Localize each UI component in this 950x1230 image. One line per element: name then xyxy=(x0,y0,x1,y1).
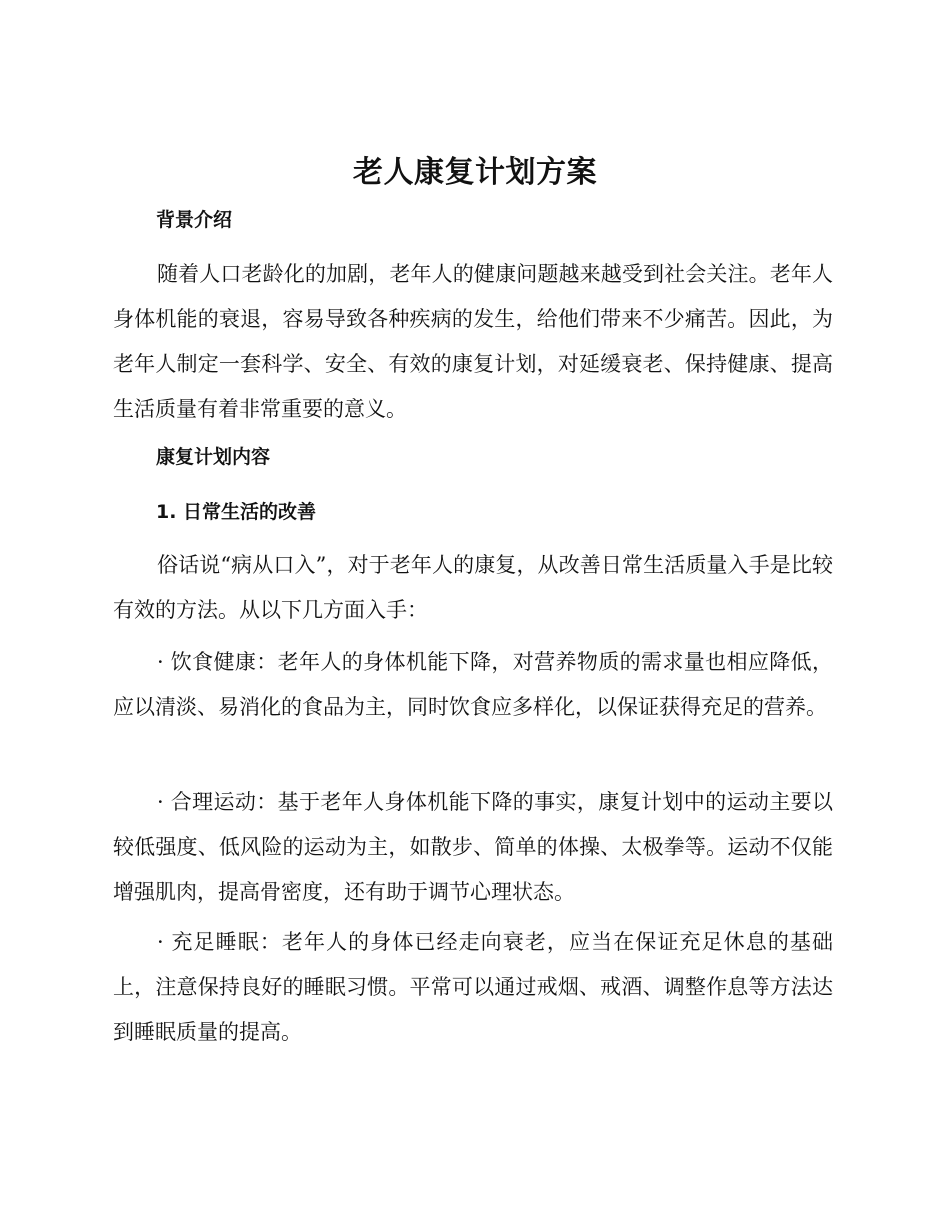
daily-life-intro-paragraph: 俗话说“病从口入”，对于老年人的康复，从改善日常生活质量入手是比较有效的方法。从以下几方面入手： xyxy=(113,553,833,622)
plan-content-heading: 康复计划内容 xyxy=(156,446,271,468)
diet-bullet-paragraph: · 饮食健康：老年人的身体机能下降，对营养物质的需求量也相应降低，应以清淡、易消化的食品为主，同时饮食应多样化，以保证获得充足的营养。 xyxy=(113,650,833,719)
background-heading: 背景介绍 xyxy=(156,209,233,231)
document-title: 老人康复计划方案 xyxy=(353,155,597,190)
sleep-bullet-paragraph: · 充足睡眠：老年人的身体已经走向衰老，应当在保证充足休息的基础上，注意保持良好的睡眠习惯。平常可以通过戒烟、戒酒、调整作息等方法达到睡眠质量的提高。 xyxy=(113,930,833,1044)
background-paragraph: 随着人口老龄化的加剧，老年人的健康问题越来越受到社会关注。老年人身体机能的衰退，容易导致各种疾病的发生，给他们带来不少痛苦。因此，为老年人制定一套科学、安全、有效的康复计划，对延缓衰老、保持健康、提高生活质量有着非常重要的意义。 xyxy=(113,262,833,421)
daily-life-heading: 1. 日常生活的改善 xyxy=(156,501,317,523)
exercise-bullet-paragraph: · 合理运动：基于老年人身体机能下降的事实，康复计划中的运动主要以较低强度、低风险的运动为主，如散步、简单的体操、太极拳等。运动不仅能增强肌肉，提高骨密度，还有助于调节心理状态。 xyxy=(113,790,833,904)
